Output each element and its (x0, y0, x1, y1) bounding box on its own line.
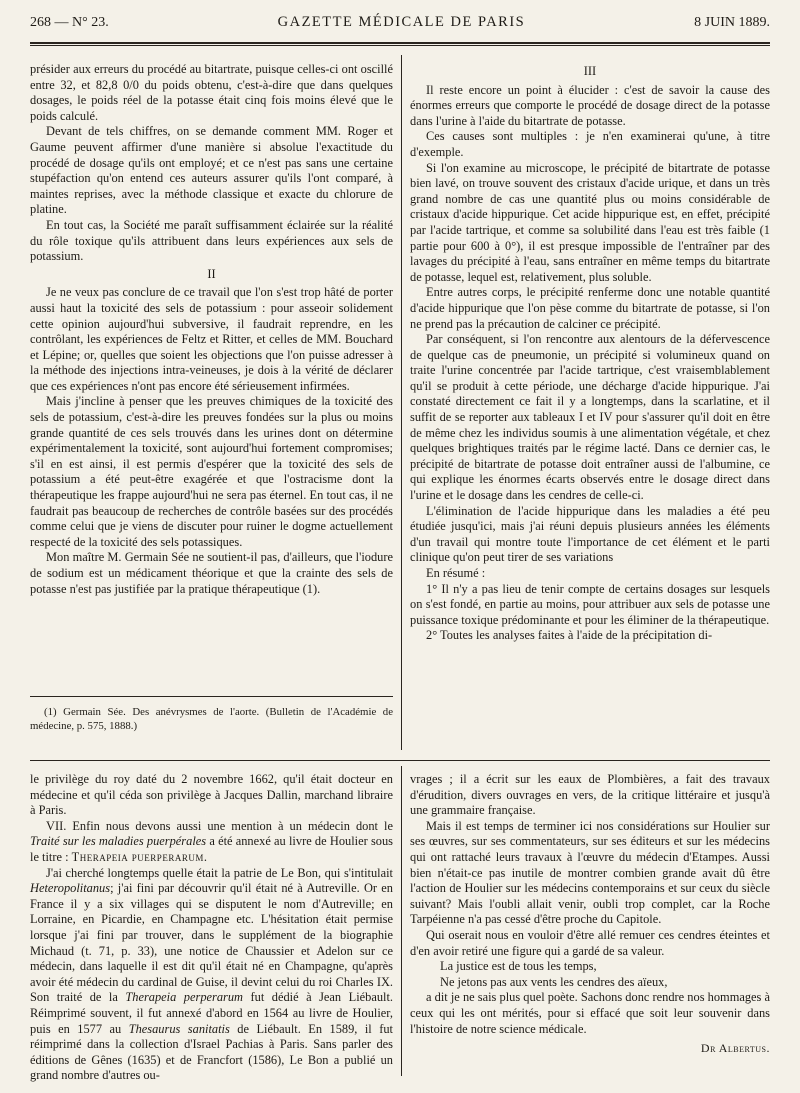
paragraph: Entre autres corps, le précipité renferme donc une notable quantité d'acide hippurique que l'on pèse comme du bitartrate de potasse, si l'on ne prend pas la précaution de calciner ce précipité. (410, 285, 770, 331)
page-number: 268 — N° 23. (30, 15, 109, 30)
bottom-left-column (30, 772, 394, 1083)
italic-title: Therapeia perperarum (125, 990, 244, 1005)
page-header (30, 14, 770, 36)
text-run: ; j'ai fini par découvrir qu'il était né à Autreville. Or en France il y a six villages qui se disputent le nom d'Autreville; en Lorraine, en Picardie, en Champagne etc. L'hésitation était permise lorsque j'ai fini par trouver, dans le supplément de la biographie Michaud (t. 71, p. 33), une notice de Chaussier et Adelon sur ce médecin, dans laquelle il est dit qu'il était né en Champagne, qu'après avoir été médecin du cardinal de Guise, il devint celui du roi Charles IX. Son traité de la (30, 881, 393, 1005)
issue-date: 8 JUIN 1889. (694, 15, 770, 30)
paragraph: a dit je ne sais plus quel poète. Sachons donc rendre nos hommages à ceux qui les ont mérités, pour si effacé que soit leur souvenir dans l'histoire de notre science médicale. (410, 990, 770, 1036)
publication-title: GAZETTE MÉDICALE DE PARIS (277, 14, 526, 30)
article-separator (30, 760, 770, 761)
paragraph: Il reste encore un point à élucider : c'est de savoir la cause des énormes erreurs que comporte le procédé de dosage direct de la potasse dans l'urine à l'aide du bitartrate de potasse. (410, 82, 770, 128)
section-heading: III (583, 64, 597, 78)
footnote-rule (30, 696, 393, 697)
italic-term: Heteropolitanus (30, 881, 111, 896)
verse-line: La justice est de tous les temps, (440, 959, 597, 974)
paragraph: Je ne veux pas conclure de ce travail que l'on s'est trop hâté de porter aussi haut la toxicité des sels de potassium : pour asseoir solidement cette opinion aujourd'hui subversive, il faudrait reprendre, en les contrôlant, les expériences de Feltz et Ritter, et celles de MM. Bouchard et Lépine; or, quelles que soient les objections que l'on puisse adresser à la méthode des injections intra-veineuses, je dois à la vérité de déclarer que ces expériences n'ont pas encore été sérieusement infirmées. (30, 285, 393, 393)
paragraph (30, 819, 393, 866)
header-rule (30, 42, 770, 44)
text-run: de Liébault. En 1589, il fut réimprimé dans la collection d'Israel Pachias à Paris. Sans parler des éditions de Gênes (1635) et de Francfort (1586), Le Bon a publié un grand nombre d'autres ou- (30, 1021, 393, 1083)
paragraph: présider aux erreurs du procédé au bitartrate, puisque celles-ci ont oscillé entre 32, et 82,8 0/0 du poids obtenu, c'est-à-dire que dans quelques dosages, le poids réel de la potasse était cinq fois moins élevé que le poids calculé. (30, 62, 393, 123)
bottom-right-column (410, 772, 770, 1077)
paragraph: Devant de tels chiffres, on se demande comment MM. Roger et Gaume peuvent affirmer d'une manière si absolue l'exactitude du procédé de dosage qu'ils ont employé; et ce n'est pas sans une certaine stupéfaction qu'on entend ces auteurs assurer qu'ils l'ont comparé, à maintes reprises, avec la méthode classique et exacte du chlorure de platine. (30, 124, 393, 217)
footnote-text: (1) Germain Sée. Des anévrysmes de l'aorte. (Bulletin de l'Académie de médecine, p. 575, 1888.) (30, 706, 393, 732)
paragraph: Ces causes sont multiples : je n'en examinerai qu'une, à titre d'exemple. (410, 129, 770, 159)
paragraph (30, 866, 393, 1084)
section-heading: II (207, 266, 216, 281)
paragraph: En résumé : (426, 566, 486, 580)
text-run: a été annexé au livre de Houlier sous le titre : (30, 834, 393, 864)
text-run: J'ai cherché longtemps quelle était la patrie de Le Bon, qui s'intitulait (46, 865, 393, 880)
paragraph: Qui oserait nous en vouloir d'être allé remuer ces cendres éteintes et d'en avoir retiré une figure qui a gardé de sa valeur. (410, 927, 770, 958)
verse-line: Ne jetons pas aux vents les cendres des aïeux, (440, 974, 668, 989)
paragraph: Mon maître M. Germain Sée ne soutient-il pas, d'ailleurs, que l'iodure de sodium est un médicament théorique et que la crainte des sels de potasse n'est pas justifiée par la pratique thérapeutique (1). (30, 550, 393, 596)
paragraph: 2° Toutes les analyses faites à l'aide de la précipitation di- (426, 628, 713, 643)
paragraph: Par conséquent, si l'on rencontre aux alentours de la défervescence de quelque cas de pneumonie, un précipité si volumineux quand on traite l'urine concentrée par l'acide tartrique, c'est vraisemblablement qu'il se produit à cette période, une décharge d'acide hippurique. J'ai constaté directement ce fait il y a longtemps, dans la scarlatine, et il suffit de se reporter aux tableaux I et IV pour s'assurer qu'il doit en être de même chez les individus soumis à une alimentation végétale, et chez quelques brightiques traités par le régime lacté. Dans ce dernier cas, le précipité de bitartrate de potasse doit entraîner aussi de l'albumine, ce qui explique les énormes écarts observés entre le dosage direct dans l'urine et le dosage dans les cendres de celle-ci. (410, 332, 770, 503)
author-signature: Dr Albertus. (700, 1041, 770, 1056)
paragraph: Mais il est temps de terminer ici nos considérations sur Houlier sur ses œuvres, sur ses commentateurs, sur ses éditeurs et sur les médecins qui ont rattaché leurs travaux à l'œuvre du médecin d'Etampes. Aussi bien n'était-ce pas inutile de montrer combien grande avait dû être l'action de Houlier sur les médecins contemporains et sur ceux du siècle suivant? Mais l'oubli allait venir, oubli trop complet, car la Roche Tarpéienne n'a pas cessé d'être proche du Capitole. (410, 818, 770, 927)
text-run: fut dédié à Jean Liébault. Réimprimé souvent, il fut annexé d'abord en 1564 au livre de Houlier, puis en 1577 au (30, 990, 394, 1036)
paragraph: vrages ; il a écrit sur les eaux de Plombières, a fait des travaux d'érudition, divers ouvrages en vers, de la critique littéraire et jusqu'à une grammaire française. (410, 772, 770, 818)
italic-title: Traité sur les maladies puerpérales (30, 834, 207, 849)
paragraph: Si l'on examine au microscope, le précipité de bitartrate de potasse bien lavé, on trouve souvent des cristaux d'acide urique, et dans un très grand nombre de cas une quantité plus ou moins considérable de cristaux d'acide hippurique. Cet acide hippurique est, en effet, précipité par l'acide tartrique, et comme sa solubilité dans l'eau est très faible (1 partie pour 600 à 0°), il est presque impossible de l'entraîner par des lavages du précipité à l'eau, sans entraîner en même temps du bitartrate de potasse, lequel est, relativement, plus soluble. (410, 160, 770, 284)
column-divider (401, 55, 402, 750)
text-run: VII. Enfin nous devons aussi une mention à un médecin dont le (46, 818, 393, 833)
footnote (30, 706, 393, 733)
italic-title: Thesaurus sanitatis (128, 1021, 230, 1036)
header-rule-thin (30, 45, 770, 46)
paragraph: Mais j'incline à penser que les preuves chimiques de la toxicité des sels de potassium, c'est-à-dire les preuves fondées sur la plus ou moins grande quantité de ces sels trouvés dans les urines dont on détermine expérimentalement la toxicité, sont aujourd'hui fortement compromises; s'il en est ainsi, il est permis d'espérer que la toxicité des sels de potassium a été peut-être exagérée et que l'ostracisme dont la thérapeutique les frappe aujourd'hui ne sera pas éternel. En tout cas, il ne faudrait pas beaucoup de recherches de contrôle basées sur des procédés comme celui que je viens de discuter pour ruiner le dogme actuellement respecté de la toxicité des sels potassiques. (30, 394, 393, 549)
paragraph: 1° Il n'y a pas lieu de tenir compte de certains dosages sur lesquels on s'est fondé, en partie au moins, pour attribuer aux sels de potasse une puissance toxique prédominante et pour les éliminer de la thérapeutique. (410, 581, 770, 627)
paragraph: En tout cas, la Société me paraît suffisamment éclairée sur la réalité du rôle toxique qu'ils attribuent dans leurs expériences aux sels de potassium. (30, 217, 393, 264)
top-right-column (410, 62, 770, 754)
paragraph: le privilège du roy daté du 2 novembre 1662, qu'il était docteur en médecine et qu'il céda son privilège à Jacques Dallin, marchand libraire à Paris. (30, 772, 393, 818)
small-caps-title: Therapeia puerperarum. (71, 849, 208, 864)
column-divider (401, 766, 402, 1076)
paragraph: L'élimination de l'acide hippurique dans les maladies a été peu étudiée jusqu'ici, mais j'ai réuni depuis plusieurs années les éléments d'un travail qui montre toute l'importance de cet élément et le parti clinique qu'on peut tirer de ses variations (410, 503, 770, 565)
top-left-column (30, 62, 393, 692)
